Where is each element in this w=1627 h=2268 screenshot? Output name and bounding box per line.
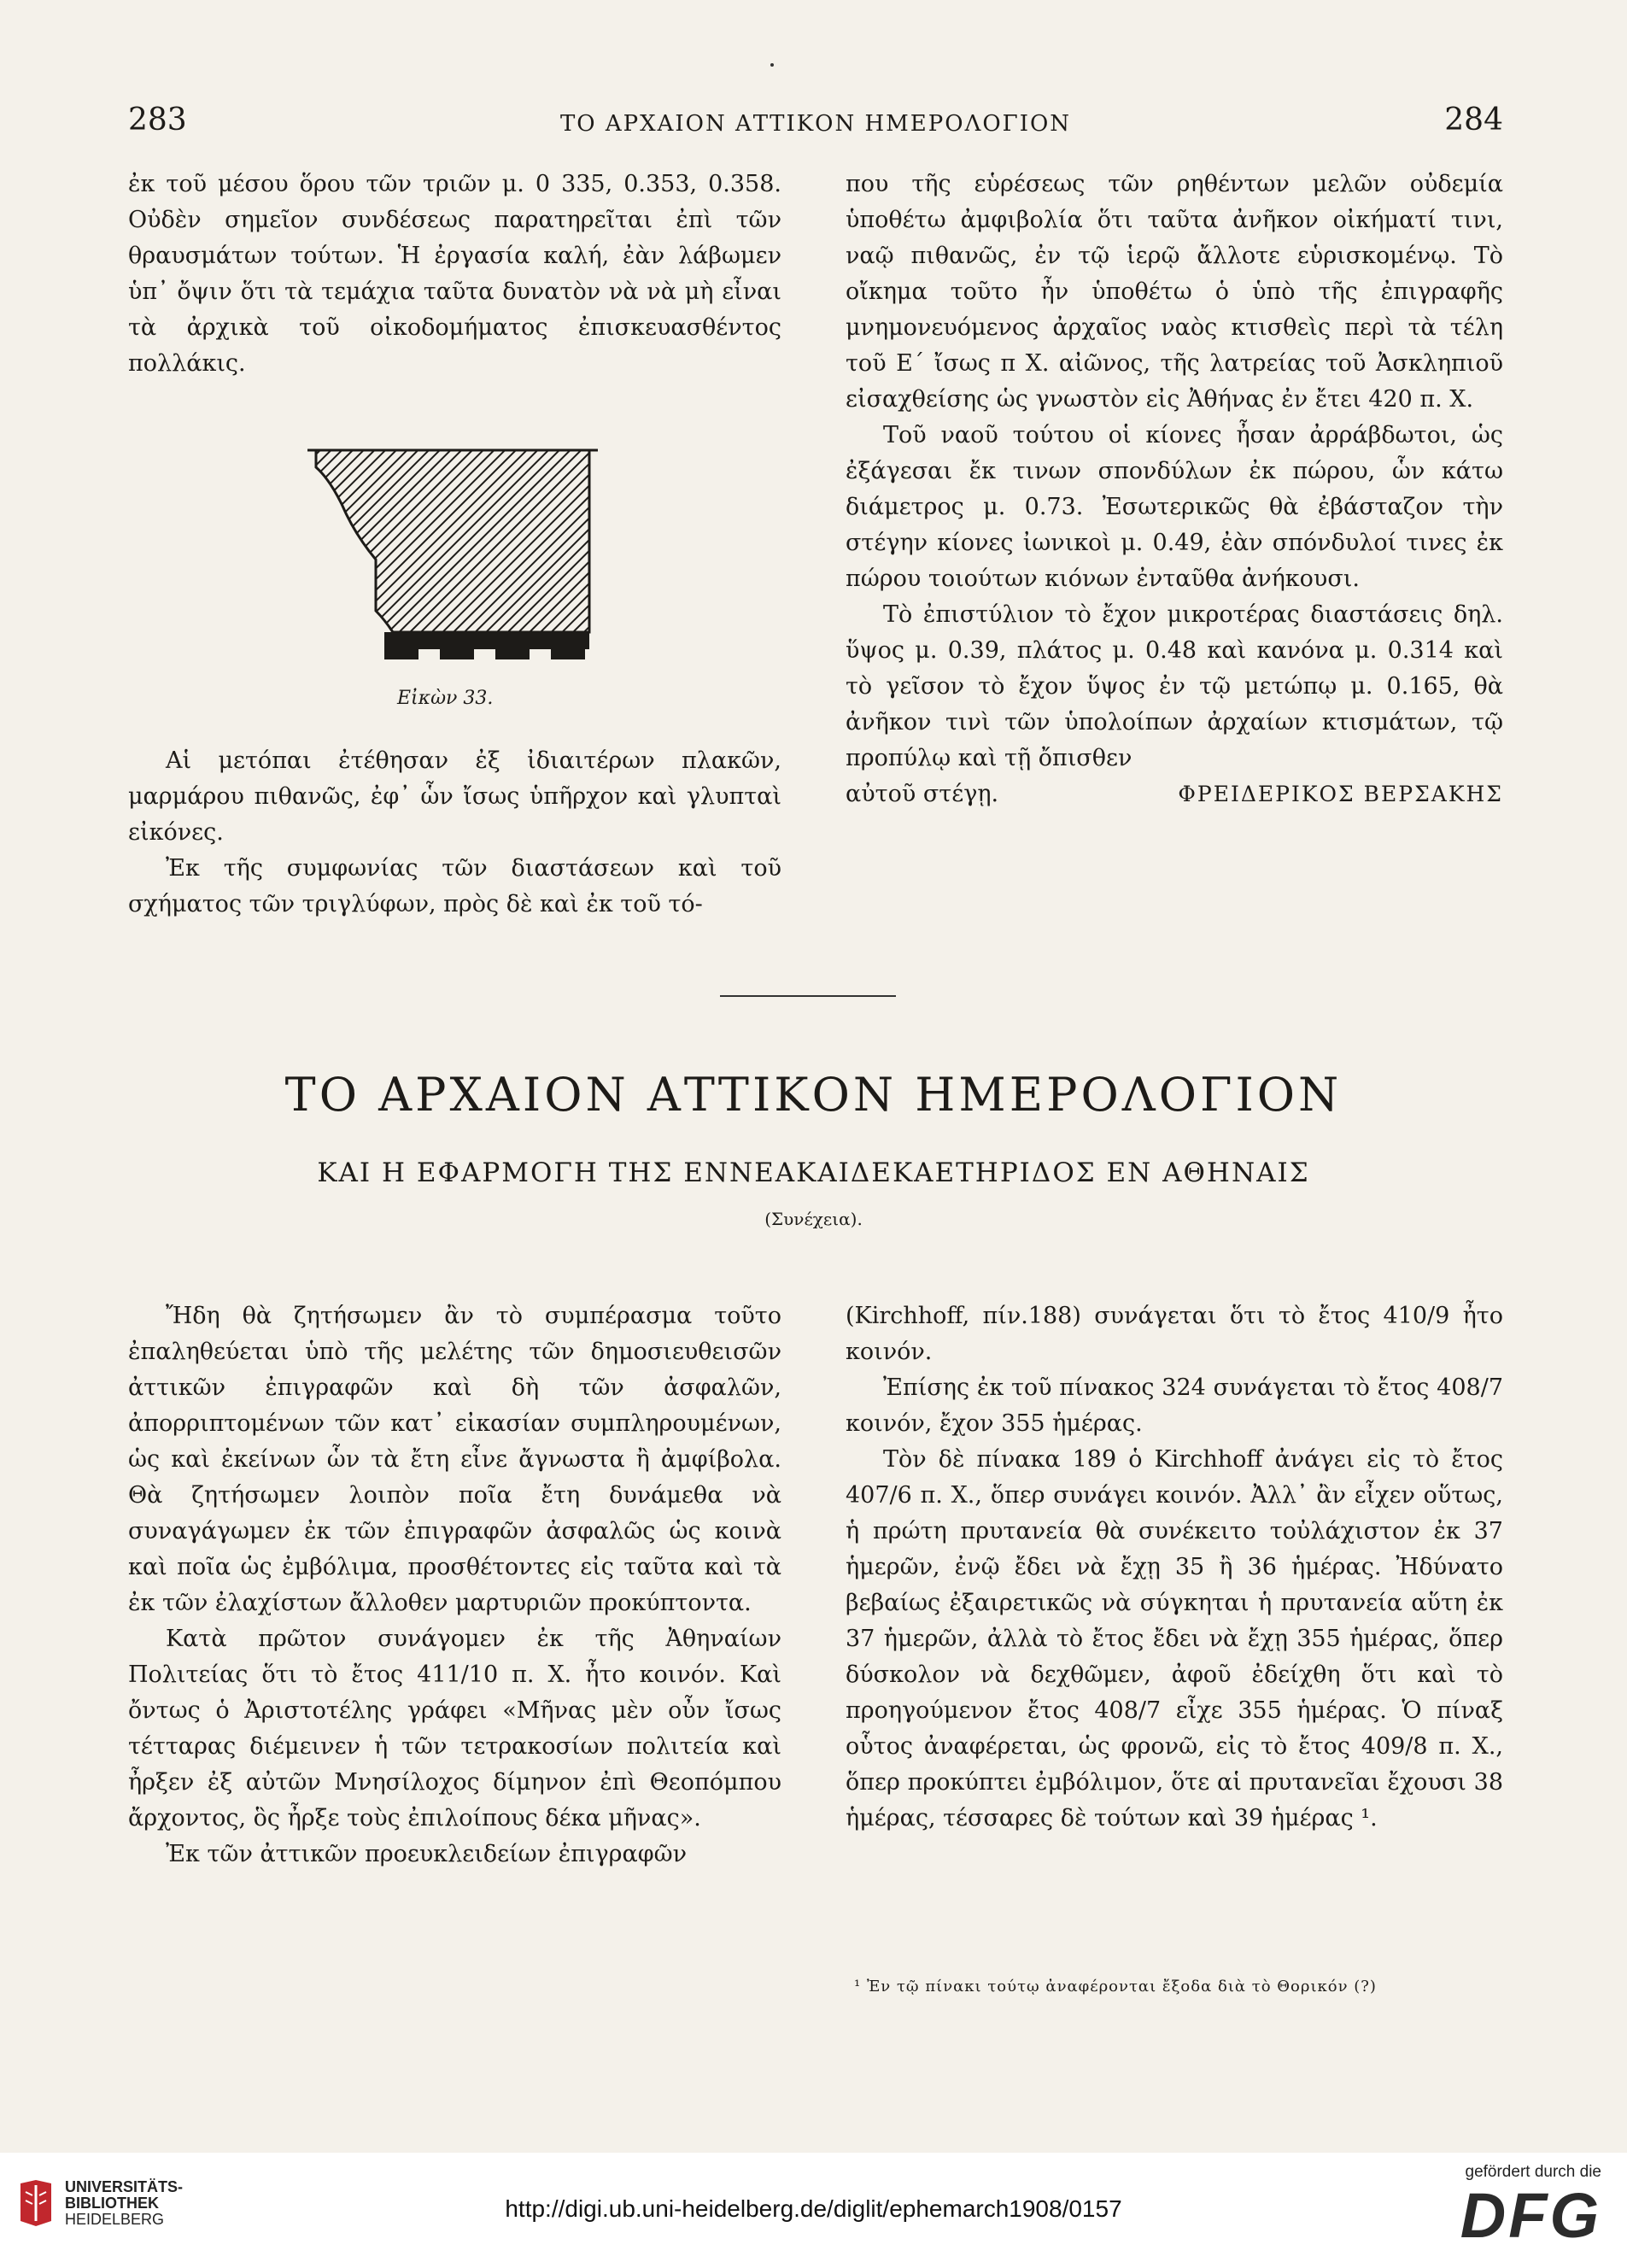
page-header — [128, 103, 1503, 145]
signature-text: αὐτοῦ στέγῃ. — [846, 781, 999, 807]
architectural-profile-drawing — [307, 440, 598, 688]
dfg-logo[interactable]: DFG — [1460, 2180, 1601, 2251]
signature-line — [846, 777, 1503, 812]
figure-33 — [307, 440, 598, 688]
author-name: ΦΡΕΙΔΕΡΙΚΟΣ ΒΕΡΣΑΚΗΣ — [1178, 782, 1503, 806]
paragraph: Τοῦ ναοῦ τούτου οἱ κίονες ἦσαν ἀρράβδωτοι, ὡς ἐξάγεσαι ἔκ τινων σπονδύλων ἐκ πώρου, ὧν κάτω διάμετρος μ. 0.73. Ἐσωτερικῶς θὰ ἐβάσταζον τὴν στέγην κίονες ἰωνικοὶ μ. 0.49, ἐὰν σπόνδυλοί τινες ἐκ πώρου τοιούτων κιόνων ἐνταῦθα ἀνήκουσι. — [846, 422, 1503, 592]
left-column-after-figure — [128, 743, 781, 923]
dfg-funding-notice — [1460, 2163, 1601, 2251]
paragraph: Ἐκ τῆς συμφωνίας τῶν διαστάσεων καὶ τοῦ σχήματος τῶν τριγλύφων, πρὸς δὲ καὶ ἐκ τοῦ τό- — [128, 855, 781, 917]
page-number-left: 283 — [128, 103, 187, 138]
paragraph: Ἤδη θὰ ζητήσωμεν ἂν τὸ συμπέρασμα τοῦτο ἐπαληθεύεται ὑπὸ τῆς μελέτης τῶν δημοσιευθεισῶν ἀττικῶν ἐπιγραφῶν καὶ δὴ τῶν ἀσφαλῶν, ἀπορριπτομένων τῶν κατ᾽ εἰκασίαν συμπληρουμένων, ὡς καὶ ἐκείνων ὧν τὰ ἔτη εἶνε ἄγνωστα ἢ ἀμφίβολα. Θὰ ζητήσωμεν λοιπὸν ποῖα ἔτη δυνάμεθα νὰ συναγάγωμεν ἐκ τῶν ἐπιγραφῶν ἀσφαλῶς ὡς κοινὰ καὶ ποῖα ὡς ἐμβόλιμα, προσθέτοντες εἰς ταῦτα καὶ τὰ ἐκ τῶν ἐλαχίστων ἄλλοθεν μαρτυριῶν προκύπτοντα. — [128, 1303, 781, 1616]
footnote: ¹ Ἐν τῷ πίνακι τούτῳ ἀναφέρονται ἔξοδα διὰ τὸ Θορικόν (?) — [854, 1978, 1377, 1995]
paragraph: Τὸ ἐπιστύλιον τὸ ἔχον μικροτέρας διαστάσεις δηλ. ὕψος μ. 0.39, πλάτος μ. 0.48 καὶ κανόνα μ. 0.314 καὶ τὸ γεῖσον τὸ ἔχον ὕψος ἐν τῷ μετώπῳ μ. 0.165, θὰ ἀνῆκον τινὶ τῶν ὑπολοίπων ἀρχαίων κτισμάτων, τῷ προπύλῳ καὶ τῇ ὄπισθεν — [846, 601, 1503, 771]
right-column-top — [846, 167, 1503, 812]
running-title: ΤΟ ΑΡΧΑΙΟΝ ΑΤΤΙΚΟΝ ΗΜΕΡΟΛΟΓΙΟΝ — [559, 111, 1072, 137]
paragraph: (Kirchhoff, πίν.188) συνάγεται ὅτι τὸ ἔτος 410/9 ἦτο κοινόν. — [846, 1303, 1503, 1365]
paragraph: Ἐπίσης ἐκ τοῦ πίνακος 324 συνάγεται τὸ ἔτος 408/7 κοινόν, ἔχον 355 ἡμέρας. — [846, 1374, 1503, 1437]
page-number-right: 284 — [1444, 103, 1503, 138]
permalink-url[interactable]: http://digi.ub.uni-heidelberg.de/diglit/ephemarch1908/0157 — [505, 2195, 1122, 2222]
paragraph: Κατὰ πρῶτον συνάγομεν ἐκ τῆς Ἀθηναίων Πολιτείας ὅτι τὸ ἔτος 411/10 π. Χ. ἦτο κοινόν. Καὶ ὄντως ὁ Ἀριστοτέλης γράφει «Μῆνας μὲν οὖν ἴσως τέτταρας διέμεινεν ἡ τῶν τετρακοσίων πολιτεία καὶ ἦρξεν ἐξ αὐτῶν Μνησίλοχος δίμηνον ἐπὶ Θεοπόμπου ἄρχοντος, ὃς ἦρξε τοὺς ἐπιλοίπους δέκα μῆνας». — [128, 1626, 781, 1831]
left-column-top — [128, 167, 781, 382]
paragraph: Ἐκ τῶν ἀττικῶν προευκλειδείων ἐπιγραφῶν — [166, 1841, 688, 1867]
scan-speck — [770, 63, 774, 67]
paragraph: Αἱ μετόπαι ἐτέθησαν ἐξ ἰδιαιτέρων πλακῶν, μαρμάρου πιθανῶς, ἐφ᾽ ὧν ἴσως ὑπῆρχον καὶ γλυπταὶ εἰκόνες. — [128, 747, 781, 846]
library-name-line: BIBLIOTHEK — [65, 2194, 159, 2212]
right-column-bottom — [846, 1298, 1503, 1837]
digitization-footer — [0, 2153, 1627, 2268]
library-name-line: UNIVERSITÄTS- — [65, 2177, 184, 2195]
article-title: ΤΟ ΑΡΧΑΙΟΝ ΑΤΤΙΚΟΝ ΗΜΕΡΟΛΟΓΙΟΝ — [284, 1068, 1343, 1122]
article-subtitle: ΚΑΙ Η ΕΦΑΡΜΟΓΗ ΤΗΣ ΕΝΝΕΑΚΑΙΔΕΚΑΕΤΗΡΙΔΟΣ ΕΝ ΑΘΗΝΑΙΣ — [317, 1157, 1310, 1188]
paragraph: ἐκ τοῦ μέσου ὅρου τῶν τριῶν μ. 0 335, 0.353, 0.358. Οὐδὲν σημεῖον συνδέσεως παρατηρεῖται ἐπὶ τῶν θραυσμάτων τούτων. Ἡ ἐργασία καλή, ἐὰν λάβωμεν ὑπ᾽ ὄψιν ὅτι τὰ τεμάχια ταῦτα δυνατὸν νὰ νὰ μὴ εἶναι τὰ ἀρχικὰ τοῦ οἰκοδομήματος ἐπισκευασθέντος πολλάκις. — [128, 171, 781, 377]
paragraph: που τῆς εὑρέσεως τῶν ρηθέντων μελῶν οὐδεμία ὑποθέτω ἀμφιβολία ὅτι ταῦτα ἀνῆκον οἰκήματί τινι, ναῷ πιθανῶς, ἐν τῷ ἱερῷ ἄλλοτε εὑρισκομένῳ. Τὸ οἴκημα τοῦτο ἦν ὑποθέτω ὁ ὑπὸ τῆς ἐπιγραφῆς μνημονευόμενος ἀρχαῖος ναὸς κτισθεὶς περὶ τὰ τέλη τοῦ Ε´ ἴσως π Χ. αἰῶνος, τῆς λατρείας τοῦ Ἀσκληπιοῦ εἰσαχθείσης ὡς γνωστὸν εἰς Ἀθήνας ἐν ἔτει 420 π. Χ. — [846, 171, 1503, 413]
library-name-line: HEIDELBERG — [65, 2210, 165, 2228]
continuation-note: (Συνέχεια). — [764, 1209, 863, 1229]
paragraph: Τὸν δὲ πίνακα 189 ὁ Kirchhoff ἀνάγει εἰς τὸ ἔτος 407/6 π. Χ., ὅπερ συνάγει κοινόν. Ἀλλ᾽ ἂν εἶχεν οὕτως, ἡ πρώτη πρυτανεία θὰ συνέκειτο τοὐλάχιστον ἐκ 37 ἡμερῶν, ἐνῷ ἔδει νὰ ἔχῃ 35 ἢ 36 ἡμέρας. Ἠδύνατο βεβαίως ἐξαιρετικῶς νὰ σύγκηται ἡ πρυτανεία αὕτη ἐκ 37 ἡμερῶν, ἀλλὰ τὸ ἔτος ἔδει νὰ ἔχῃ 355 ἡμέρας, ὅπερ δύσκολον νὰ δεχθῶμεν, ἀφοῦ ἐδείχθη ὅτι καὶ τὸ προηγούμενον ἔτος 408/7 εἶχε 355 ἡμέρας. Ὁ πίναξ οὗτος ἀναφέρεται, ὡς φρονῶ, εἰς τὸ ἔτος 409/8 π. Χ., ὅπερ προκύπτει ἐμβόλιμον, ὅτε αἱ πρυτανεῖαι ἔχουσι 38 ἡμέρας, τέσσαρες δὲ τούτων καὶ 39 ἡμέρας ¹. — [846, 1446, 1503, 1831]
funding-text: gefördert durch die — [1465, 2163, 1601, 2181]
section-divider — [720, 995, 896, 997]
left-column-bottom — [128, 1298, 781, 1872]
figure-caption: Εἰκὼν 33. — [397, 688, 494, 709]
